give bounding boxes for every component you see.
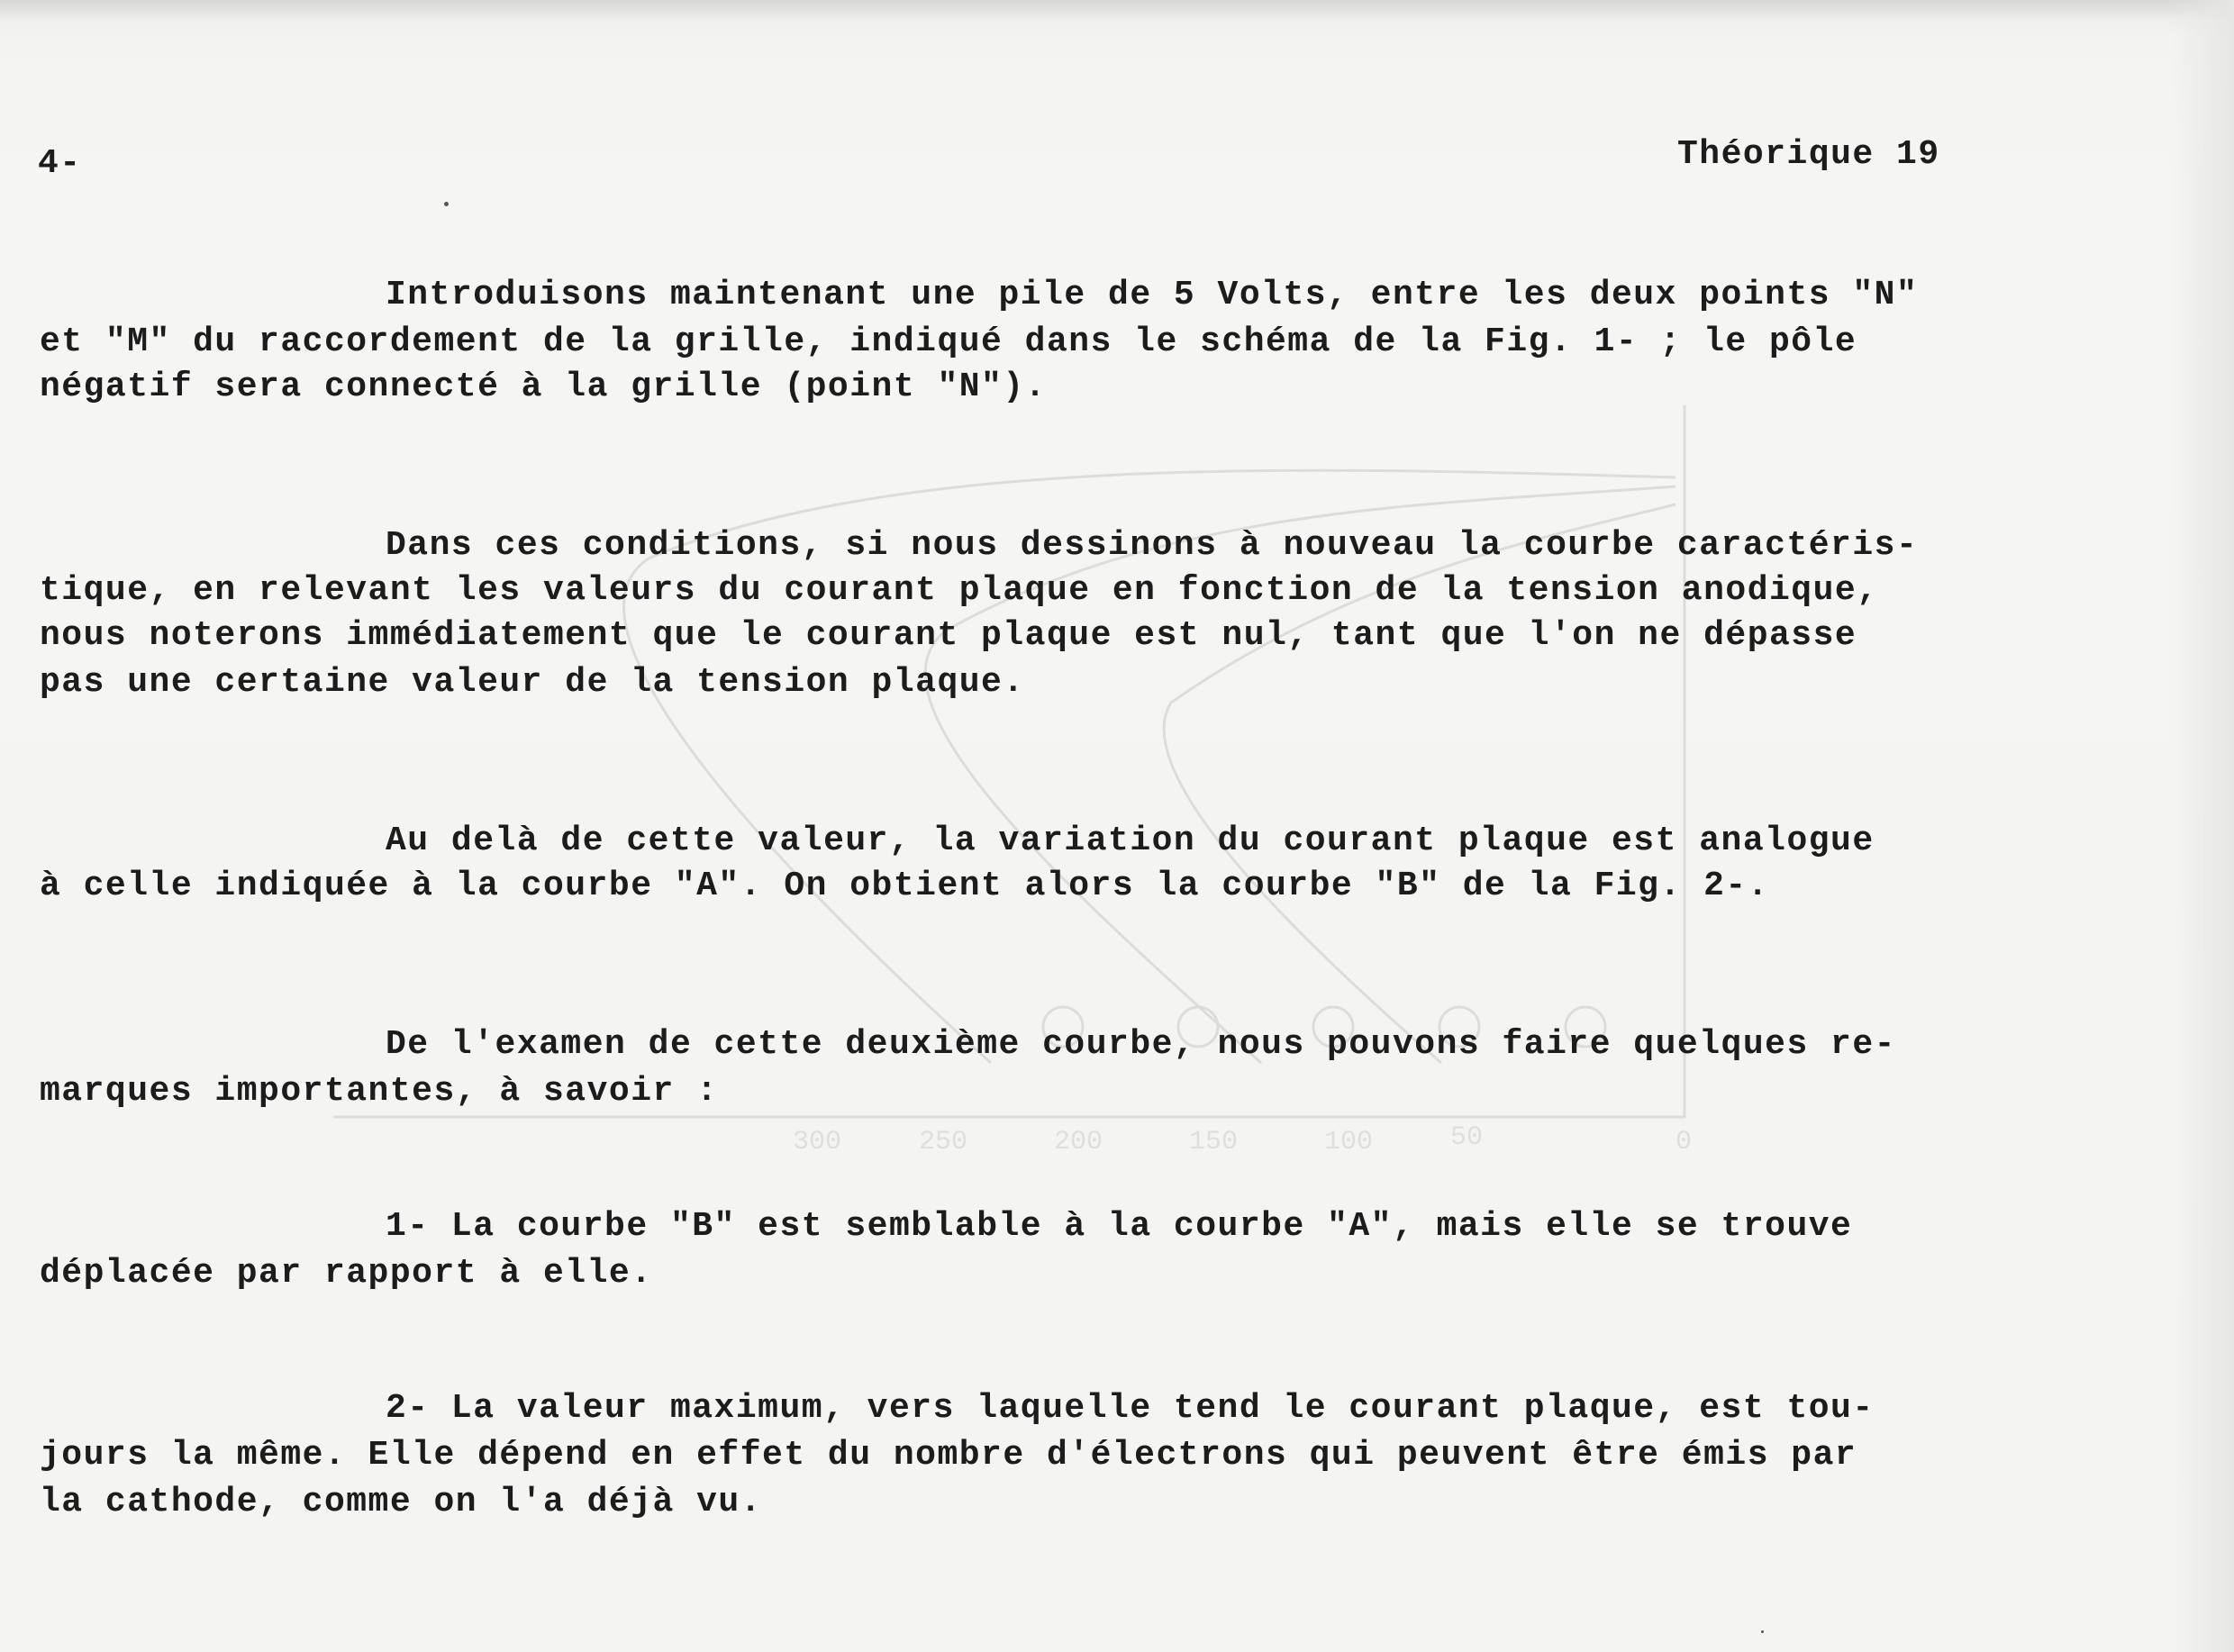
paragraph-6-line-1: 2- La valeur maximum, vers laquelle tend le courant plaque, est tou- (386, 1389, 1875, 1428)
paragraph-4-line-1: De l'examen de cette deuxième courbe, nous pouvons faire quelques re- (386, 1025, 1896, 1064)
paragraph-1-line-2: et "M" du raccordement de la grille, indiqué dans le schéma de la Fig. 1- ; le pôle (40, 322, 1857, 361)
paragraph-6-line-3: la cathode, comme on l'a déjà vu. (40, 1483, 763, 1521)
paragraph-3-line-1: Au delà de cette valeur, la variation du courant plaque est analogue (386, 821, 1875, 860)
paragraph-5-line-2: déplacée par rapport à elle. (40, 1254, 653, 1293)
section-label: Théorique 19 (1677, 135, 1940, 174)
scan-speck (1761, 1630, 1764, 1633)
svg-text:100: 100 (1324, 1127, 1374, 1157)
svg-text:0: 0 (1676, 1127, 1693, 1157)
paragraph-2-line-4: pas une certaine valeur de la tension plaque. (40, 663, 1025, 702)
paragraph-1-line-3: négatif sera connecté à la grille (point "N"). (40, 368, 1047, 406)
svg-text:200: 200 (1054, 1127, 1103, 1157)
svg-text:250: 250 (919, 1127, 968, 1157)
scan-right-edge (2171, 0, 2234, 1652)
paragraph-2-line-1: Dans ces conditions, si nous dessinons à nouveau la courbe caractéris- (386, 526, 1919, 565)
svg-text:50: 50 (1450, 1122, 1484, 1153)
paragraph-2-line-3: nous noterons immédiatement que le courant plaque est nul, tant que l'on ne dépasse (40, 616, 1857, 655)
paragraph-1-line-1: Introduisons maintenant une pile de 5 Volts, entre les deux points "N" (386, 276, 1919, 314)
page-number: 4- (38, 144, 82, 183)
paragraph-2-line-2: tique, en relevant les valeurs du courant plaque en fonction de la tension anodique, (40, 571, 1879, 610)
paragraph-6-line-2: jours la même. Elle dépend en effet du nombre d'électrons qui peuvent être émis par (40, 1436, 1857, 1475)
scan-top-shadow (0, 0, 2234, 20)
paragraph-5-line-1: 1- La courbe "B" est semblable à la courbe "A", mais elle se trouve (386, 1207, 1853, 1246)
svg-text:150: 150 (1189, 1127, 1239, 1157)
svg-text:300: 300 (793, 1127, 842, 1157)
paragraph-4-line-2: marques importantes, à savoir : (40, 1072, 719, 1111)
scan-speck (444, 202, 449, 206)
paragraph-3-line-2: à celle indiquée à la courbe "A". On obtient alors la courbe "B" de la Fig. 2-. (40, 867, 1769, 905)
